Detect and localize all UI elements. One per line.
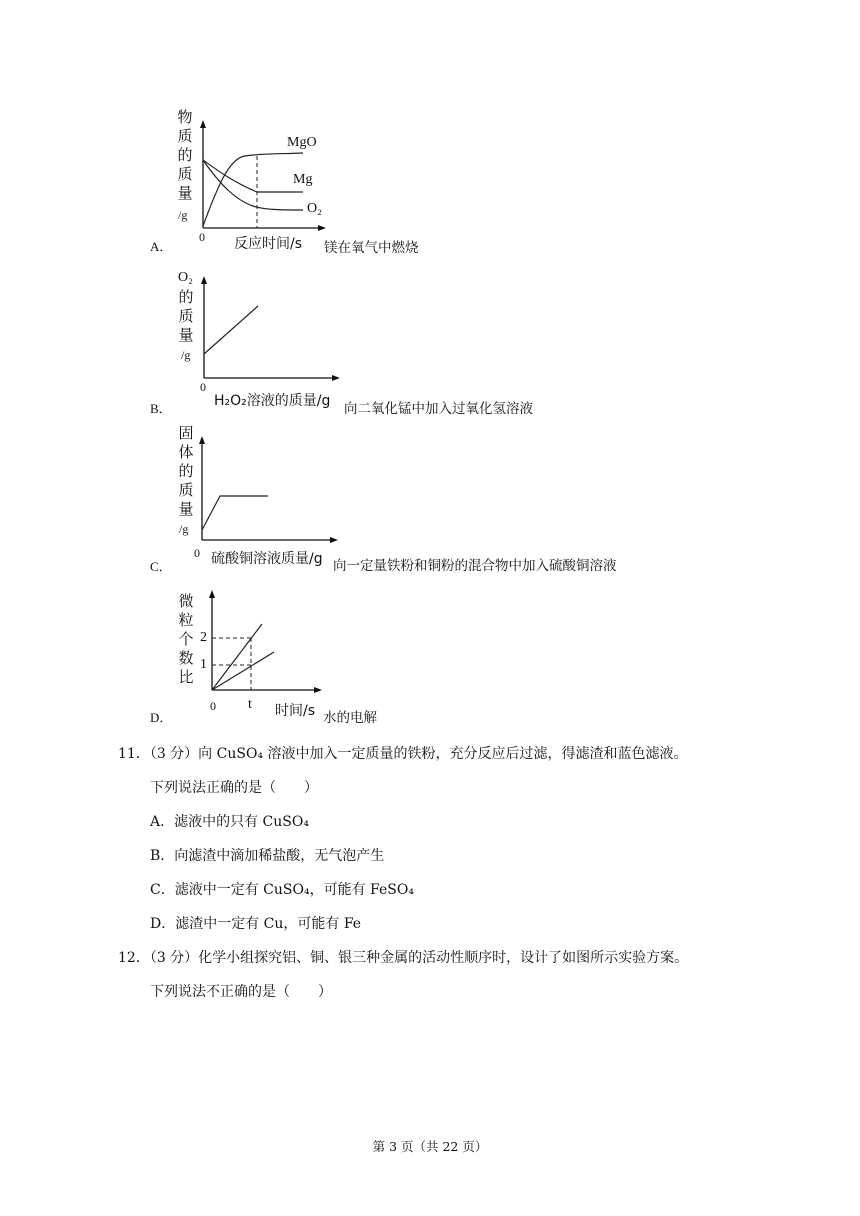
y-label-char: 量 xyxy=(178,326,194,344)
y-label-char: 量 xyxy=(178,500,194,518)
option-d-label: D． xyxy=(150,710,173,725)
y-label-char: 量 xyxy=(177,184,193,202)
y-label-char: 数 xyxy=(178,649,194,667)
graph-c xyxy=(194,434,344,546)
graph-b-x-label: H₂O₂溶液的质量/g xyxy=(214,393,331,409)
y-label-char: 微 xyxy=(178,592,194,610)
graph-c-y-unit: /g xyxy=(179,522,189,536)
question-12-stem-line1: 12．（3 分）化学小组探究铝、铜、银三种金属的活动性顺序时，设计了如图所示实验方案。 xyxy=(118,950,689,966)
graph-a-y-arrow xyxy=(200,120,206,128)
graph-b-y-label-top: O₂ xyxy=(178,270,193,285)
graph-d-line-upper xyxy=(212,624,262,690)
y-label-char: 质 xyxy=(177,165,193,183)
graph-b-origin: 0 xyxy=(200,380,206,394)
page-footer: 第 3 页（共 22 页） xyxy=(372,1139,488,1154)
question-11-stem-line2: 下列说法正确的是（ ） xyxy=(150,780,318,796)
graph-a-y-unit: /g xyxy=(178,208,188,222)
question-12-stem-line2: 下列说法不正确的是（ ） xyxy=(150,984,332,1000)
graph-a-curve-o2 xyxy=(203,160,303,210)
graph-c-line xyxy=(202,496,268,530)
y-label-char: 粒 xyxy=(178,611,194,629)
option-d-caption: 水的电解 xyxy=(323,710,377,726)
y-label-char: 的 xyxy=(178,288,194,306)
y-label-char: 的 xyxy=(178,462,194,480)
graph-a-origin: 0 xyxy=(199,230,205,244)
option-a-label: A． xyxy=(150,239,173,254)
y-label-char: 个 xyxy=(178,630,194,648)
graph-b-y-unit: /g xyxy=(181,348,191,362)
graph-d-origin: 0 xyxy=(210,699,216,713)
graph-d-y-label xyxy=(176,592,196,687)
option-c-label: C． xyxy=(150,559,172,574)
y-label-char: 质 xyxy=(177,127,193,145)
series-label-o2: O₂ xyxy=(307,201,322,216)
option-b-caption: 向二氧化锰中加入过氧化氢溶液 xyxy=(344,401,533,417)
y-label-char: 固 xyxy=(178,424,194,442)
graph-d-x-arrow xyxy=(314,687,322,693)
graph-a-y-label xyxy=(175,108,195,203)
graph-b-y-arrow xyxy=(201,276,207,284)
graph-c-origin: 0 xyxy=(194,546,200,560)
option-c-caption: 向一定量铁粉和铜粉的混合物中加入硫酸铜溶液 xyxy=(333,558,617,574)
series-label-mgo: MgO xyxy=(287,135,317,150)
question-11-choice-c: C．滤液中一定有 CuSO₄，可能有 FeSO₄ xyxy=(150,882,414,898)
question-11-choice-a: A．滤液中的只有 CuSO₄ xyxy=(150,814,309,830)
graph-b xyxy=(196,274,346,384)
graph-a-x-label: 反应时间/s xyxy=(234,236,303,252)
question-11-choice-d: D．滤渣中一定有 Cu，可能有 Fe xyxy=(150,916,362,932)
graph-d xyxy=(204,588,329,694)
y-label-char: 质 xyxy=(178,481,194,499)
graph-c-y-arrow xyxy=(199,436,205,444)
series-label-mg: Mg xyxy=(293,172,313,187)
y-label-char: 物 xyxy=(177,108,193,126)
graph-c-x-arrow xyxy=(330,537,338,543)
graph-c-y-label xyxy=(176,424,196,519)
graph-d-tick-1: 1 xyxy=(200,657,207,672)
graph-d-y-arrow xyxy=(209,590,215,598)
graph-a-curve-mgo xyxy=(203,153,303,226)
graph-b-x-arrow xyxy=(332,375,340,381)
graph-b-y-label xyxy=(176,288,196,345)
graph-d-tick-t: t xyxy=(248,697,252,712)
graph-b-line xyxy=(204,306,258,354)
y-label-char: 质 xyxy=(178,307,194,325)
question-11-stem-line1: 11．（3 分）向 CuSO₄ 溶液中加入一定质量的铁粉，充分反应后过滤，得滤渣和蓝色滤液。 xyxy=(118,746,688,762)
y-label-char: 体 xyxy=(178,443,194,461)
graph-c-x-label: 硫酸铜溶液质量/g xyxy=(211,551,323,567)
option-b-label: B． xyxy=(150,401,172,416)
question-11-choice-b: B．向滤渣中滴加稀盐酸，无气泡产生 xyxy=(150,848,385,864)
graph-d-line-lower xyxy=(212,652,274,690)
option-a-caption: 镁在氧气中燃烧 xyxy=(324,240,419,256)
graph-d-tick-2: 2 xyxy=(200,630,207,645)
graph-d-x-label: 时间/s xyxy=(275,703,316,719)
y-label-char: 的 xyxy=(177,146,193,164)
y-label-char: 比 xyxy=(178,668,194,686)
graph-a-x-arrow xyxy=(318,225,326,231)
